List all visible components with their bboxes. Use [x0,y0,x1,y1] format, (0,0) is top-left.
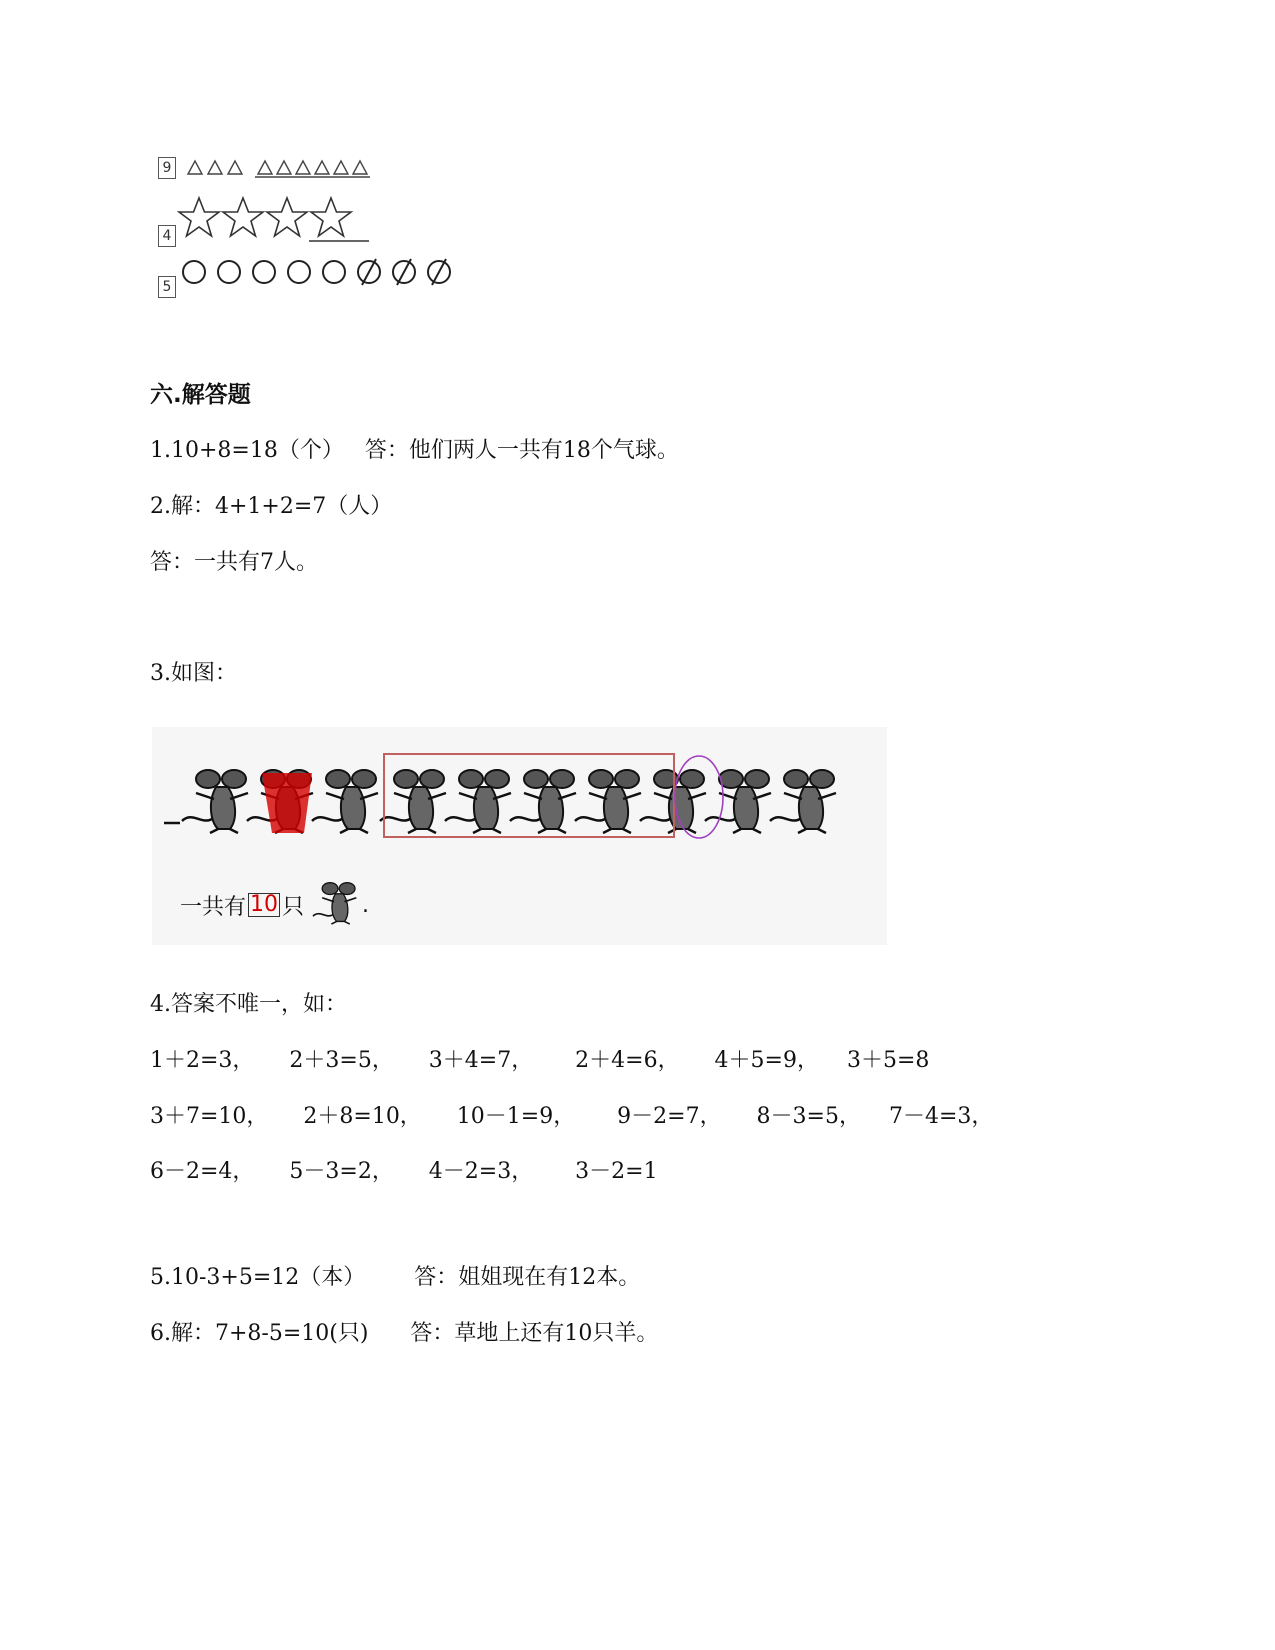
total-end: . [362,892,370,918]
stars-row [177,195,377,247]
total-caption [180,882,369,928]
row-label-4: 4 [158,225,176,247]
total-suffix: 只 [282,894,305,920]
mouse-icon [770,770,836,833]
total-prefix: 一共有 [180,894,247,920]
mice-row [152,727,887,877]
circle-icon [183,261,205,283]
circle-icon [218,261,240,283]
row-label-5: 5 [158,276,176,298]
triangles-row [185,156,375,180]
triangle-icon [228,161,242,174]
mouse-icon [575,770,641,833]
triangle-icon [258,161,272,174]
total-value-box: 10 [250,892,279,917]
answer-4-row2: 3＋7=10， 2＋8=10， 10－1=9， 9－2=7， 8－3=5， 7－4=3， [150,1104,994,1129]
circles-row [180,255,460,289]
answer-1: 1.10+8=18（个） 答：他们两人一共有18个气球。 [150,438,679,463]
mice-figure [152,727,887,945]
triangle-icon [208,161,222,174]
row-label-9: 9 [158,157,176,179]
circle-icon [288,261,310,283]
mouse-icon [306,882,362,928]
mouse-icon [380,770,446,833]
mouse-icon [312,770,378,833]
mouse-icon [445,770,511,833]
star-icon [267,198,307,236]
answer-4-intro: 4.答案不唯一，如： [150,992,347,1017]
mouse-icon [510,770,576,833]
triangle-icon [188,161,202,174]
answer-6: 6.解：7+8-5=10(只) 答：草地上还有10只羊。 [150,1321,659,1346]
triangle-icon [334,161,348,174]
answer-5: 5.10-3+5=12（本） 答：姐姐现在有12本。 [150,1265,641,1290]
answer-4-row1: 1＋2=3， 2＋3=5， 3＋4=7， 2＋4=6， 4＋5=9， 3＋5=8 [150,1048,930,1073]
section-heading: 六.解答题 [150,382,251,408]
mouse-icon [705,770,771,833]
triangle-icon [277,161,291,174]
answer-2-line2: 答：一共有7人。 [150,550,318,575]
triangle-icon [296,161,310,174]
mouse-icon-red [247,770,313,833]
star-icon [311,198,351,236]
answer-3-intro: 3.如图： [150,661,237,686]
answer-2-line1: 2.解：4+1+2=7（人） [150,494,393,519]
mouse-icon [182,770,248,833]
star-icon [223,198,263,236]
circle-icon [323,261,345,283]
star-icon [179,198,219,236]
answer-4-row3: 6－2=4， 5－3=2， 4－2=3， 3－2=1 [150,1159,658,1184]
triangle-icon [315,161,329,174]
circle-icon [253,261,275,283]
triangle-icon [353,161,367,174]
